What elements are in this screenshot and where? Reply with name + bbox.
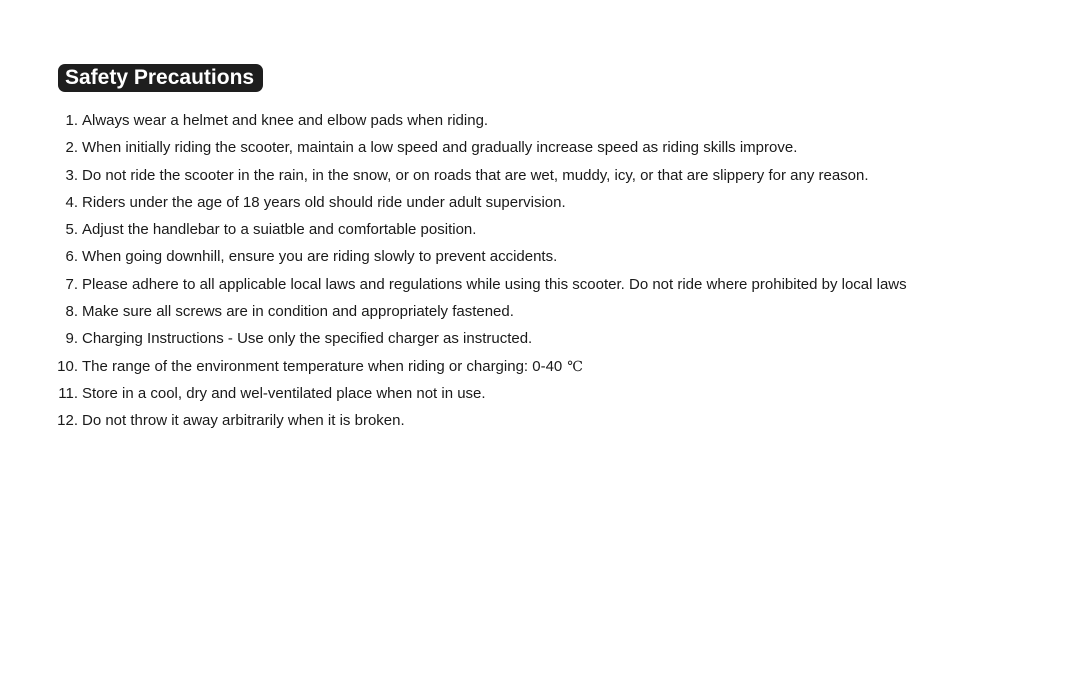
list-item: [54, 134, 907, 161]
list-item: [54, 243, 907, 270]
item-number: 1.: [65, 112, 78, 129]
list-item: [54, 298, 907, 325]
list-item: [54, 380, 907, 407]
item-number: 6.: [65, 248, 78, 266]
page-title: Safety Precautions: [58, 64, 263, 92]
list-item: [54, 189, 907, 216]
item-text: When initially riding the scooter, maintain a low speed and gradually increase speed as riding skills improve.: [82, 139, 798, 157]
item-number: 2.: [65, 139, 78, 157]
list-item: [54, 216, 907, 243]
item-number: 10.: [57, 357, 78, 375]
list-item: [54, 353, 907, 380]
item-text: Please adhere to all applicable local laws and regulations while using this scooter. Do not ride where prohibited by local laws: [82, 275, 907, 293]
item-text: Always wear a helmet and knee and elbow pads when riding.: [82, 112, 489, 129]
list-item: [54, 407, 907, 434]
item-number: 12.: [57, 412, 78, 430]
item-text: Do not throw it away arbitrarily when it is broken.: [82, 412, 405, 430]
list-item: [54, 271, 907, 298]
item-text: Store in a cool, dry and wel-ventilated place when not in use.: [82, 384, 486, 402]
item-text: Do not ride the scooter in the rain, in the snow, or on roads that are wet, muddy, icy, or that are slippery for any reason.: [82, 166, 869, 184]
list-item: [54, 325, 907, 352]
item-number: 8.: [65, 303, 78, 321]
item-text: Riders under the age of 18 years old should ride under adult supervision.: [82, 193, 566, 211]
item-number: 7.: [65, 275, 78, 293]
temperature-unit: ℃: [567, 358, 583, 375]
item-number: 4.: [65, 193, 78, 211]
item-number: 11.: [58, 384, 78, 402]
item-text: Adjust the handlebar to a suiatble and comfortable position.: [82, 221, 477, 239]
list-item: [54, 162, 907, 189]
item-number: 5.: [65, 221, 78, 239]
item-text: Make sure all screws are in condition and appropriately fastened.: [82, 303, 514, 321]
safety-precautions-list: [54, 107, 907, 435]
item-number: 9.: [65, 330, 78, 348]
item-number: 3.: [65, 166, 78, 184]
item-text: Charging Instructions - Use only the specified charger as instructed.: [82, 330, 533, 348]
item-text: When going downhill, ensure you are riding slowly to prevent accidents.: [82, 248, 558, 266]
item-text: The range of the environment temperature when riding or charging: 0-40: [82, 357, 563, 375]
list-item: [54, 107, 907, 134]
